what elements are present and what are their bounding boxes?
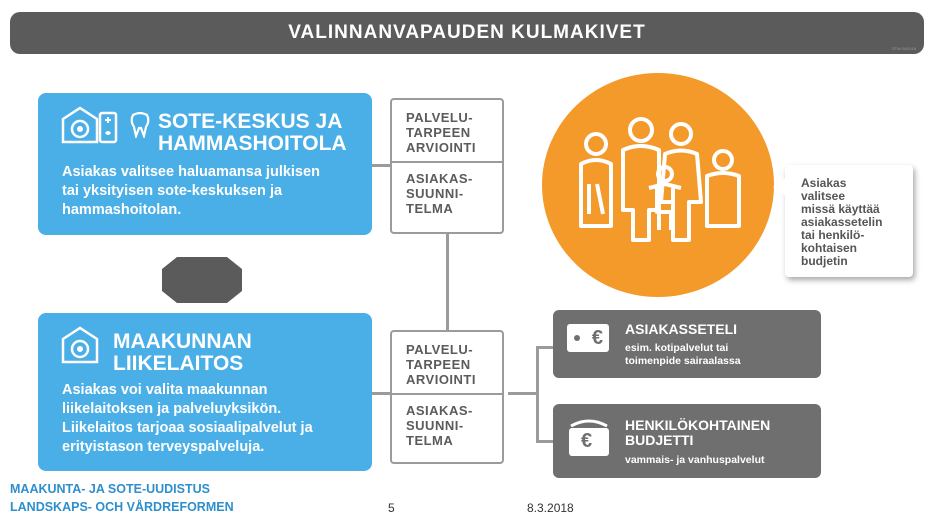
footer-line: LANDSKAPS- OCH VÅRDREFORMEN <box>10 500 234 514</box>
connector-vertical <box>446 233 449 333</box>
card-title-line: SOTE-KESKUS JA <box>158 110 343 133</box>
bubble-line: budjetin <box>801 254 848 268</box>
connector-branch-mid <box>508 392 538 395</box>
step-text: ASIAKAS- <box>406 171 473 186</box>
step-text: PALVELU- <box>406 342 474 357</box>
bubble-line: Asiakas <box>801 176 847 190</box>
budget-subtext: vammais- ja vanhuspalvelut <box>625 454 765 466</box>
budget-title: HENKILÖKOHTAINEN <box>625 417 771 433</box>
connector-branch-top <box>536 346 554 349</box>
connector-branch-bottom <box>536 440 554 443</box>
card-text-line: erityistason terveyspalveluja. <box>62 439 265 455</box>
budget-title: BUDJETTI <box>625 432 694 448</box>
card-text-line: tai yksityisen sote-keskuksen ja <box>62 183 283 199</box>
step-text: SUUNNI- <box>406 418 464 433</box>
step-text: TARPEEN <box>406 357 471 372</box>
footer-line: MAAKUNTA- JA SOTE-UUDISTUS <box>10 482 210 496</box>
family-circle <box>541 72 775 298</box>
hospital-icon <box>60 105 132 145</box>
bubble-tail <box>773 177 787 197</box>
card-text-line: Asiakas valitsee haluamansa julkisen <box>62 164 320 180</box>
page-number: 5 <box>388 501 395 515</box>
step-text: PALVELU- <box>406 110 474 125</box>
voucher-box <box>553 310 821 378</box>
voucher-subtext: toimenpide sairaalassa <box>625 355 741 367</box>
card-text-line: hammashoitolan. <box>62 202 182 218</box>
assessment-plan-box-top <box>390 98 504 234</box>
step-text: SUUNNI- <box>406 186 464 201</box>
connector-card-top <box>372 164 392 167</box>
step-text: ASIAKAS- <box>406 403 473 418</box>
purse-icon <box>567 418 611 458</box>
step-text: ARVIOINTI <box>406 372 476 387</box>
card-text-line: Asiakas voi valita maakunnan <box>62 382 268 398</box>
step-divider <box>392 393 504 395</box>
euro-symbol: € <box>581 430 593 452</box>
bubble-line: tai henkilö- <box>801 228 865 242</box>
card-title-line: LIIKELAITOS <box>113 352 244 375</box>
banner-code: STM 04/2018 <box>891 46 916 51</box>
hospital-icon <box>60 325 100 365</box>
assessment-plan-box-bottom <box>390 330 504 464</box>
sote-center-card <box>38 93 372 235</box>
regional-enterprise-card <box>38 313 372 471</box>
bubble-line: kohtaisen <box>801 241 858 255</box>
euro-symbol: € <box>591 326 603 349</box>
card-title-line: HAMMASHOITOLA <box>158 132 347 155</box>
card-text-line: Liikelaitos tarjoaa sosiaalipalvelut ja <box>62 420 313 436</box>
card-title-line: MAAKUNNAN <box>113 330 252 353</box>
bubble-line: missä käyttää <box>801 202 880 216</box>
page-banner <box>10 12 924 54</box>
slide-date: 8.3.2018 <box>527 501 574 515</box>
choice-speech-bubble <box>785 165 913 277</box>
step-divider <box>392 161 504 163</box>
family-icon <box>541 72 775 298</box>
bubble-line: asiakassetelin <box>801 215 883 229</box>
step-text: ARVIOINTI <box>406 140 476 155</box>
page-title: VALINNANVAPAUDEN KULMAKIVET <box>288 22 646 43</box>
voucher-title: ASIAKASSETELI <box>625 321 738 337</box>
bubble-line: valitsee <box>801 189 846 203</box>
exchange-arrow-icon <box>162 255 242 305</box>
connector-card-bottom <box>372 392 392 395</box>
wallet-icon <box>567 324 609 352</box>
voucher-subtext: esim. kotipalvelut tai <box>625 342 729 354</box>
tooth-icon <box>130 112 150 138</box>
step-text: TELMA <box>406 433 454 448</box>
step-text: TELMA <box>406 201 454 216</box>
step-text: TARPEEN <box>406 125 471 140</box>
card-text-line: liikelaitoksen ja palveluyksikön. <box>62 401 282 417</box>
personal-budget-box <box>553 404 821 478</box>
